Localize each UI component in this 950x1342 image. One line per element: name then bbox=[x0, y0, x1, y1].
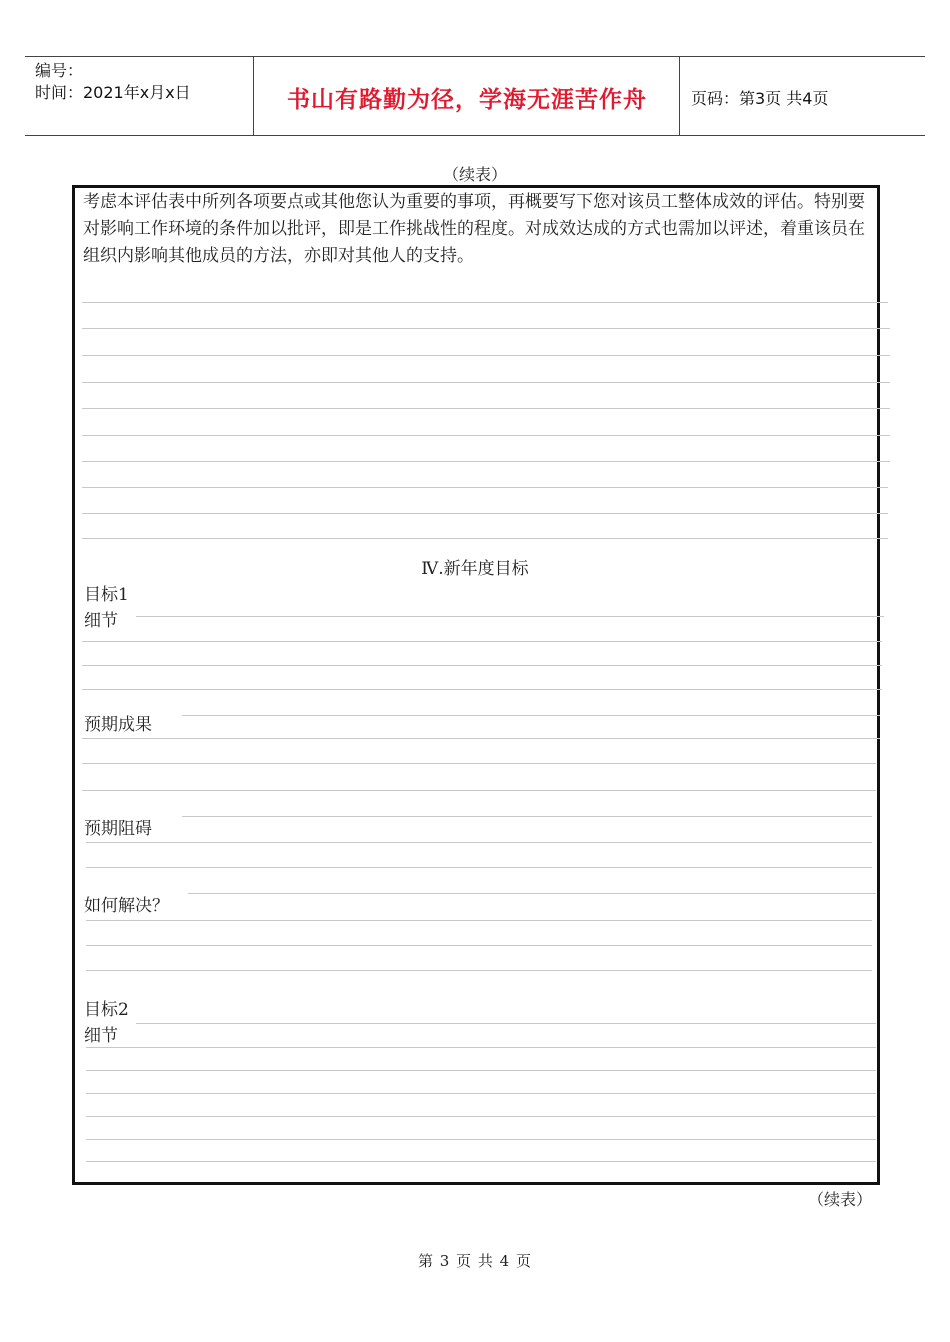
writing-line[interactable] bbox=[188, 893, 876, 894]
goal-1-expected-obstacle-label: 预期阻碍 bbox=[84, 819, 152, 839]
writing-line[interactable] bbox=[182, 816, 872, 817]
header-divider bbox=[679, 57, 680, 135]
writing-line[interactable] bbox=[82, 355, 890, 356]
writing-line[interactable] bbox=[82, 302, 888, 303]
continued-label-bottom: （续表） bbox=[808, 1190, 873, 1209]
writing-line[interactable] bbox=[86, 1047, 876, 1048]
continued-label-top: （续表） bbox=[442, 165, 507, 184]
writing-line[interactable] bbox=[86, 842, 872, 843]
writing-line[interactable] bbox=[82, 328, 890, 329]
writing-line[interactable] bbox=[82, 665, 882, 666]
page-header bbox=[25, 56, 925, 136]
goal-1-title: 目标1 bbox=[84, 585, 129, 605]
form-box bbox=[72, 185, 880, 1185]
header-motto: 书山有路勤为径，学海无涯苦作舟 bbox=[287, 87, 647, 113]
writing-line[interactable] bbox=[86, 920, 872, 921]
writing-line[interactable] bbox=[82, 689, 882, 690]
evaluation-instructions: 考虑本评估表中所列各项要点或其他您认为重要的事项，再概要写下您对该员工整体成效的评估。特别要对影响工作环境的条件加以批评，即是工作挑战性的程度。对成效达成的方式也需加以评述，着重该员在组织内影响其他成员的方法，亦即对其他人的支持。 bbox=[83, 192, 865, 266]
writing-line[interactable] bbox=[82, 513, 888, 514]
writing-line[interactable] bbox=[86, 1161, 876, 1162]
writing-line[interactable] bbox=[86, 945, 872, 946]
header-divider bbox=[253, 57, 254, 135]
header-left-block bbox=[35, 60, 191, 104]
goal-2-detail-label: 细节 bbox=[84, 1026, 118, 1046]
writing-line[interactable] bbox=[86, 867, 872, 868]
writing-line[interactable] bbox=[82, 435, 890, 436]
writing-line[interactable] bbox=[82, 738, 880, 739]
writing-line[interactable] bbox=[136, 1023, 876, 1024]
writing-line[interactable] bbox=[82, 382, 890, 383]
writing-line[interactable] bbox=[182, 715, 880, 716]
number-label: 编号： bbox=[35, 61, 84, 80]
section-title-new-year-goals: Ⅳ.新年度目标 bbox=[421, 559, 529, 579]
goal-1-how-solve-label: 如何解决？ bbox=[84, 896, 169, 916]
writing-line[interactable] bbox=[82, 790, 876, 791]
page-number-info: 页码：第3页 共4页 bbox=[691, 89, 829, 108]
page-footer: 第 3 页 共 4 页 bbox=[418, 1252, 532, 1270]
writing-line[interactable] bbox=[136, 616, 884, 617]
writing-line[interactable] bbox=[82, 461, 890, 462]
writing-line[interactable] bbox=[82, 763, 876, 764]
writing-line[interactable] bbox=[82, 487, 888, 488]
time-label: 时间：2021年x月x日 bbox=[35, 83, 191, 102]
writing-line[interactable] bbox=[86, 970, 872, 971]
writing-line[interactable] bbox=[86, 1093, 876, 1094]
writing-line[interactable] bbox=[82, 538, 888, 539]
writing-line[interactable] bbox=[86, 1139, 876, 1140]
writing-line[interactable] bbox=[82, 408, 890, 409]
goal-2-title: 目标2 bbox=[84, 1000, 129, 1020]
writing-line[interactable] bbox=[86, 1116, 876, 1117]
writing-line[interactable] bbox=[86, 1070, 876, 1071]
writing-line[interactable] bbox=[82, 641, 882, 642]
goal-1-detail-label: 细节 bbox=[84, 611, 118, 631]
goal-1-expected-result-label: 预期成果 bbox=[84, 715, 152, 735]
